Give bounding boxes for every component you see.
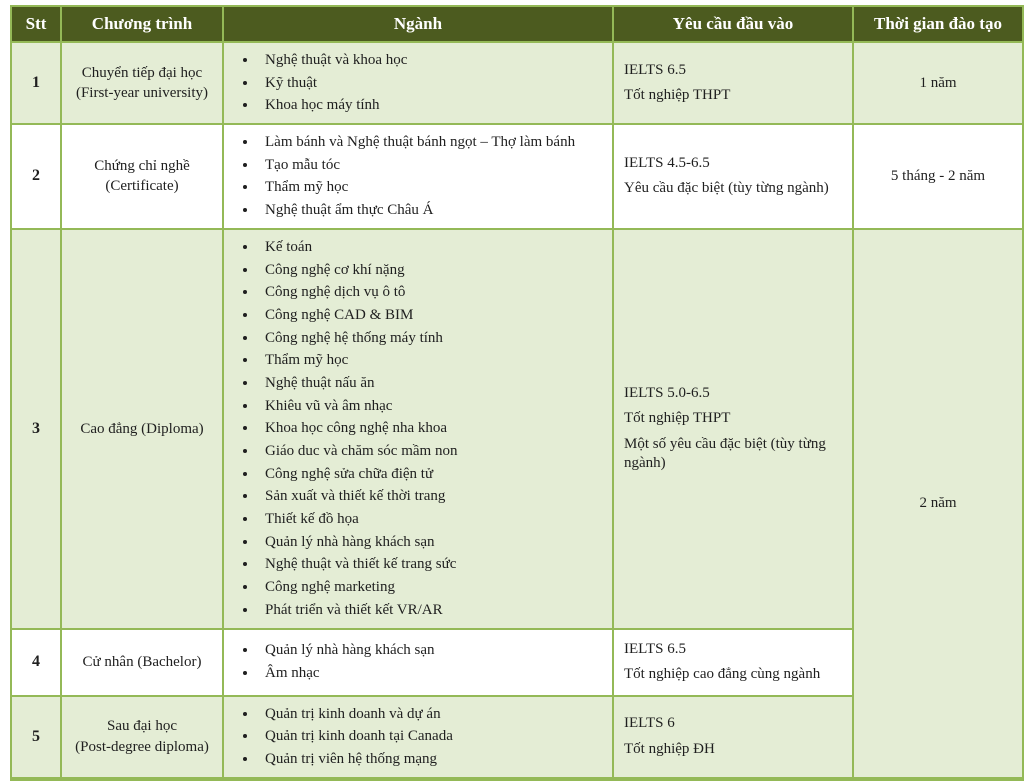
table-body bbox=[11, 42, 1023, 779]
major-item: • Kỹ thuật bbox=[258, 73, 604, 94]
table-header bbox=[11, 6, 1023, 42]
column-header-requirements: Yêu cầu đầu vào bbox=[613, 6, 853, 42]
major-item: • Thẩm mỹ học bbox=[258, 177, 604, 198]
major-item: • Khiêu vũ và âm nhạc bbox=[258, 396, 604, 417]
duration-cell: 2 năm bbox=[853, 229, 1023, 779]
program-cell bbox=[61, 696, 223, 779]
stt-cell: 5 bbox=[11, 696, 61, 779]
header-row bbox=[11, 6, 1023, 42]
program-line: (First-year university) bbox=[75, 85, 209, 102]
majors-list bbox=[240, 704, 604, 770]
major-item: • Công nghệ sửa chữa điện tử bbox=[258, 464, 604, 485]
major-item: • Quản trị kinh doanh tại Canada bbox=[258, 726, 604, 747]
major-item: • Nghệ thuật và khoa học bbox=[258, 50, 604, 71]
major-item: • Tạo mẫu tóc bbox=[258, 155, 604, 176]
majors-cell bbox=[223, 124, 613, 229]
major-item: • Công nghệ marketing bbox=[258, 577, 604, 598]
majors-cell bbox=[223, 42, 613, 124]
column-header-majors: Ngành bbox=[223, 6, 613, 42]
major-item: • Nghệ thuật nấu ăn bbox=[258, 373, 604, 394]
major-item: • Nghệ thuật và thiết kế trang sức bbox=[258, 554, 604, 575]
requirements-cell bbox=[613, 42, 853, 124]
major-item: • Quản lý nhà hàng khách sạn bbox=[258, 640, 604, 661]
major-item: • Công nghệ hệ thống máy tính bbox=[258, 328, 604, 349]
column-header-duration: Thời gian đào tạo bbox=[853, 6, 1023, 42]
table-row bbox=[11, 42, 1023, 124]
major-item: • Âm nhạc bbox=[258, 663, 604, 684]
program-line: (Certificate) bbox=[105, 178, 179, 195]
requirement-line: IELTS 6.5 bbox=[624, 61, 686, 78]
requirement-line: IELTS 6.5 bbox=[624, 640, 686, 657]
major-item: • Làm bánh và Nghệ thuật bánh ngọt – Thợ làm bánh bbox=[258, 132, 604, 153]
requirement-line: Một số yêu cầu đặc biệt (tùy từng ngành) bbox=[624, 435, 826, 472]
program-cell bbox=[61, 124, 223, 229]
majors-list bbox=[240, 237, 604, 621]
stt-cell: 1 bbox=[11, 42, 61, 124]
programs-table bbox=[10, 5, 1024, 781]
stt-cell: 2 bbox=[11, 124, 61, 229]
requirement-line: IELTS 6 bbox=[624, 715, 675, 732]
requirement-line: IELTS 5.0-6.5 bbox=[624, 384, 710, 401]
major-item: • Quản lý nhà hàng khách sạn bbox=[258, 532, 604, 553]
requirement-line: Tốt nghiệp THPT bbox=[624, 410, 731, 427]
major-item: • Thẩm mỹ học bbox=[258, 350, 604, 371]
duration-cell: 5 tháng - 2 năm bbox=[853, 124, 1023, 229]
program-line: Sau đại học bbox=[107, 718, 177, 735]
major-item: • Sản xuất và thiết kế thời trang bbox=[258, 486, 604, 507]
majors-list bbox=[240, 50, 604, 116]
program-cell bbox=[61, 629, 223, 696]
requirements-cell bbox=[613, 696, 853, 779]
major-item: • Quản trị viên hệ thống mạng bbox=[258, 749, 604, 770]
program-line: Chuyển tiếp đại học bbox=[81, 64, 203, 81]
column-header-stt: Stt bbox=[11, 6, 61, 42]
major-item: • Công nghệ cơ khí nặng bbox=[258, 260, 604, 281]
program-cell bbox=[61, 42, 223, 124]
requirement-line: Tốt nghiệp THPT bbox=[624, 87, 731, 104]
majors-cell bbox=[223, 696, 613, 779]
requirement-line: IELTS 4.5-6.5 bbox=[624, 154, 710, 171]
major-item: • Quản trị kinh doanh và dự án bbox=[258, 704, 604, 725]
program-line: Chứng chỉ nghề bbox=[94, 158, 190, 175]
requirements-cell bbox=[613, 629, 853, 696]
major-item: • Thiết kế đồ họa bbox=[258, 509, 604, 530]
table-row bbox=[11, 229, 1023, 629]
majors-list bbox=[240, 132, 604, 221]
majors-cell bbox=[223, 229, 613, 629]
program-line: Cử nhân (Bachelor) bbox=[82, 653, 202, 670]
stt-cell: 4 bbox=[11, 629, 61, 696]
major-item: • Công nghệ CAD & BIM bbox=[258, 305, 604, 326]
major-item: • Công nghệ dịch vụ ô tô bbox=[258, 282, 604, 303]
majors-list bbox=[240, 640, 604, 683]
major-item: • Phát triển và thiết kết VR/AR bbox=[258, 600, 604, 621]
stt-cell: 3 bbox=[11, 229, 61, 629]
requirements-cell bbox=[613, 229, 853, 629]
program-cell bbox=[61, 229, 223, 629]
requirements-cell bbox=[613, 124, 853, 229]
major-item: • Khoa học máy tính bbox=[258, 95, 604, 116]
major-item: • Khoa học công nghệ nha khoa bbox=[258, 418, 604, 439]
table-row bbox=[11, 124, 1023, 229]
duration-cell: 1 năm bbox=[853, 42, 1023, 124]
requirement-line: Yêu cầu đặc biệt (tùy từng ngành) bbox=[624, 180, 829, 197]
major-item: • Giáo duc và chăm sóc mầm non bbox=[258, 441, 604, 462]
major-item: • Kế toán bbox=[258, 237, 604, 258]
requirement-line: Tốt nghiệp ĐH bbox=[624, 740, 715, 757]
major-item: • Nghệ thuật ẩm thực Châu Á bbox=[258, 200, 604, 221]
program-line: Cao đẳng (Diploma) bbox=[80, 420, 204, 437]
program-line: (Post-degree diploma) bbox=[75, 738, 209, 755]
requirement-line: Tốt nghiệp cao đẳng cùng ngành bbox=[624, 666, 821, 682]
majors-cell bbox=[223, 629, 613, 696]
column-header-program: Chương trình bbox=[61, 6, 223, 42]
